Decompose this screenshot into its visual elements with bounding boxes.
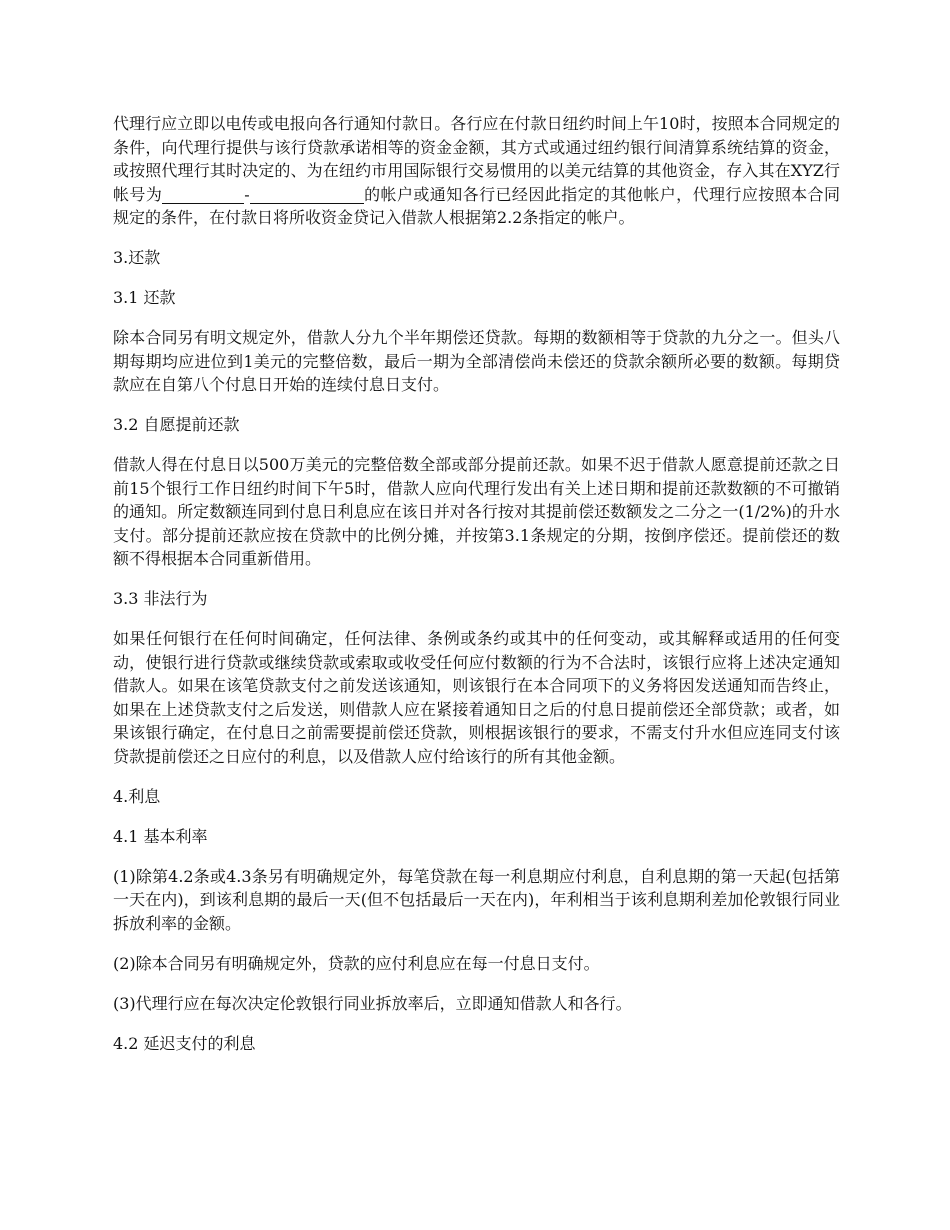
paragraph-4-1-2: (2)除本合同另有明确规定外，贷款的应付利息应在每一付息日支付。	[113, 953, 600, 973]
subsection-heading-3-1: 3.1 还款	[113, 288, 176, 307]
subsection-heading-3-3: 3.3 非法行为	[113, 589, 208, 608]
account-number-blank-1	[162, 187, 244, 204]
paragraph-3-1: 除本合同另有明文规定外，借款人分九个半年期偿还贷款。每期的数额相等于贷款的九分之一。但头八期每期均应进位到1美元的完整倍数，最后一期为全部清偿尚未偿还的贷款余额所必要的数额。每期贷款应在自第八个付息日开始的连续付息日支付。	[113, 328, 840, 394]
paragraph-3-2: 借款人得在付息日以500万美元的完整倍数全部或部分提前还款。如果不迟于借款人愿意提前还款之日前15个银行工作日纽约时间下午5时，借款人应向代理行发出有关上述日期和提前还款数额的不可撤销的通知。所定数额连同到付息日利息应在该日并对各行按对其提前偿还数额发之二分之一(1/2%)的升水支付。部分提前还款应按在贷款中的比例分摊，并按第3.1条规定的分期，按倒序偿还。提前偿还的数额不得根据本合同重新借用。	[113, 455, 840, 568]
subsection-heading-4-2: 4.2 延迟支付的利息	[113, 1033, 256, 1053]
paragraph-text: 代理行应立即以电传或电报向各行通知付款日。各行应在付款日纽约时间上午10时，按照本合同规定的条件，向代理行提供与该行贷款承诺相等的资金金额，其方式或通过纽约银行间清算系统结算的资金，或按照代理行其时决定的、为在纽约市用国际银行交易惯用的以美元结算的其他资金，存入其在XYZ行帐号为	[113, 114, 840, 204]
paragraph-3-3: 如果任何银行在任何时间确定，任何法律、条例或条约或其中的任何变动，或其解释或适用的任何变动，使银行进行贷款或继续贷款或索取或收受任何应付数额的行为不合法时，该银行应将上述决定通知借款人。如果在该笔贷款支付之前发送该通知，则该银行在本合同项下的义务将因发送通知而告终止，如果在上述贷款支付之后发送，则借款人应在紧接着通知日之后的付息日提前偿还全部贷款；或者，如果该银行确定，在付息日之前需要提前偿还贷款，则根据该银行的要求，不需支付升水但应连同支付该贷款提前偿还之日应付的利息，以及借款人应付给该行的所有其他金额。	[113, 629, 840, 766]
account-number-blank-2	[250, 187, 364, 204]
subsection-heading-3-2: 3.2 自愿提前还款	[113, 415, 240, 434]
account-separator: -	[244, 184, 250, 204]
document-body	[113, 112, 840, 1072]
paragraph-4-1-1: (1)除第4.2条或4.3条另有明确规定外，每笔贷款在每一利息期应付利息，自利息期的第一天起(包括第一天在内)，到该利息期的最后一天(但不包括最后一天在内)，年利相当于该利息期利差加伦敦银行同业拆放利率的金额。	[113, 866, 840, 933]
section-heading-interest: 4.利息	[113, 786, 161, 806]
paragraph-text: 的帐户或通知各行已经因此指定的其他帐户，代理行应按照本合同规定的条件，在付款日将所收资金贷记入借款人根据第2.2条指定的帐户。	[113, 184, 840, 227]
paragraph-payment-notice	[113, 112, 840, 230]
paragraph-4-1-3: (3)代理行应在每次决定伦敦银行同业拆放率后，立即通知借款人和各行。	[113, 993, 632, 1013]
subsection-heading-4-1: 4.1 基本利率	[113, 826, 208, 846]
section-heading-repayment: 3.还款	[113, 248, 161, 267]
